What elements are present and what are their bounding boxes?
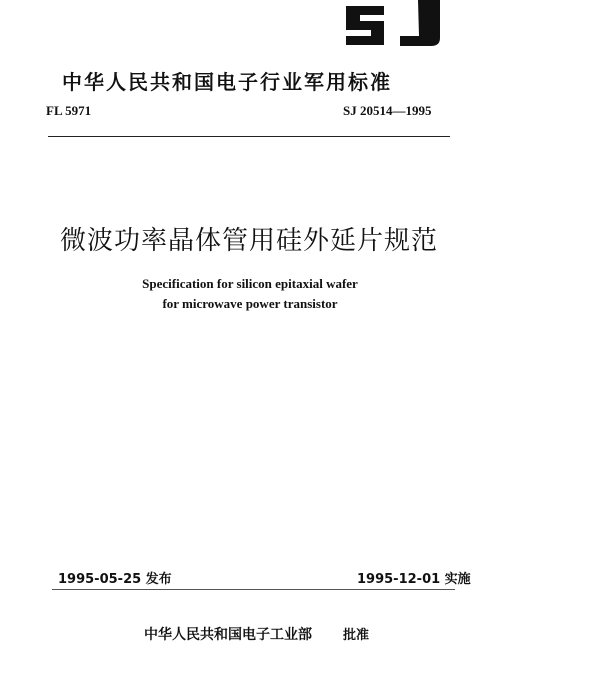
classification-code: FL 5971 (46, 103, 92, 118)
title-english (120, 274, 380, 314)
implementation-date: 1995-12-01 实施 (357, 572, 471, 587)
title-english-line1: Specification for silicon epitaxial wafer (142, 276, 358, 291)
approval-word: 批准 (343, 628, 370, 643)
sj-logo (340, 0, 445, 48)
standard-category: 中华人民共和国电子行业军用标准 (62, 70, 392, 94)
title-english-line2: for microwave power transistor (162, 296, 338, 311)
header-divider (48, 136, 450, 137)
issue-date: 1995-05-25 发布 (58, 572, 172, 587)
footer-divider (52, 589, 455, 590)
logo-text (340, 0, 445, 48)
standard-number: SJ 20514—1995 (343, 103, 432, 118)
approving-authority: 中华人民共和国电子工业部 (144, 627, 312, 643)
title-chinese: 微波功率晶体管用硅外延片规范 (60, 226, 439, 256)
